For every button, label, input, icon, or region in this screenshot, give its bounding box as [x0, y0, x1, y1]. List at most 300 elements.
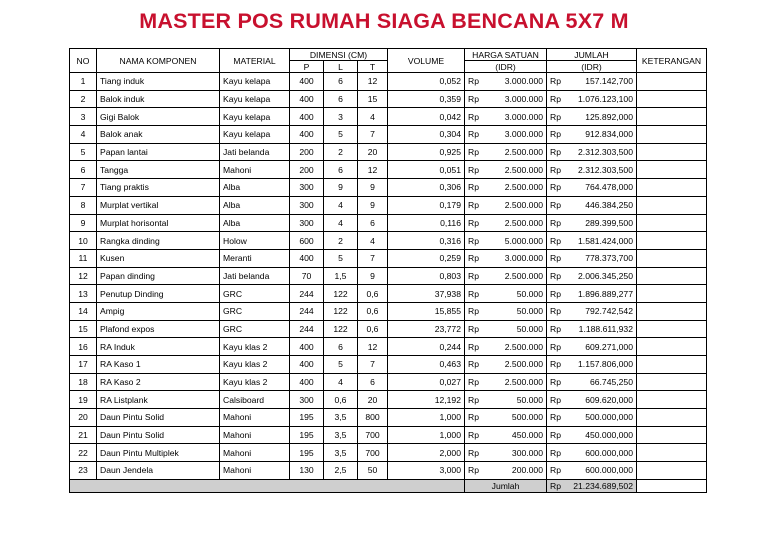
cell-p: 400 — [290, 73, 324, 91]
cell-p: 195 — [290, 426, 324, 444]
harga-value: 3.000.000 — [504, 94, 543, 105]
header-p: P — [290, 61, 324, 73]
cell-jumlah — [547, 73, 637, 91]
header-jumlah-unit: (IDR) — [547, 61, 637, 73]
total-currency: Rp — [550, 480, 561, 491]
cell-jumlah — [547, 462, 637, 480]
header-l: L — [324, 61, 358, 73]
cell-p: 200 — [290, 161, 324, 179]
jumlah-value: 446.384,250 — [585, 200, 633, 211]
cell-keterangan — [637, 356, 707, 374]
cell-volume: 0,116 — [388, 214, 465, 232]
cell-material: Kayu kelapa — [220, 126, 290, 144]
cell-jumlah — [547, 302, 637, 320]
cell-keterangan — [637, 179, 707, 197]
currency-label: Rp — [550, 341, 561, 352]
cell-material: Kayu kelapa — [220, 108, 290, 126]
cell-no: 11 — [70, 249, 97, 267]
currency-label: Rp — [550, 412, 561, 423]
cell-harga-satuan — [465, 426, 547, 444]
cell-nama-komponen: Tiang praktis — [97, 179, 220, 197]
cell-nama-komponen: Papan lantai — [97, 143, 220, 161]
cell-l: 2 — [324, 143, 358, 161]
jumlah-value: 289.399,500 — [585, 217, 633, 228]
cell-no: 13 — [70, 285, 97, 303]
currency-label: Rp — [468, 341, 479, 352]
header-nama-komponen: NAMA KOMPONEN — [97, 49, 220, 73]
cell-l: 5 — [324, 249, 358, 267]
harga-value: 2.500.000 — [504, 147, 543, 158]
table-row — [70, 179, 707, 197]
currency-label: Rp — [550, 164, 561, 175]
cell-nama-komponen: RA Induk — [97, 338, 220, 356]
cell-no: 18 — [70, 373, 97, 391]
cell-nama-komponen: Daun Jendela — [97, 462, 220, 480]
cell-p: 244 — [290, 285, 324, 303]
cell-t: 9 — [358, 179, 388, 197]
cell-t: 50 — [358, 462, 388, 480]
currency-label: Rp — [468, 147, 479, 158]
cell-keterangan — [637, 320, 707, 338]
cell-volume: 37,938 — [388, 285, 465, 303]
cell-p: 400 — [290, 356, 324, 374]
cell-l: 5 — [324, 126, 358, 144]
header-jumlah: JUMLAH — [547, 49, 637, 61]
cell-jumlah — [547, 444, 637, 462]
harga-value: 50.000 — [516, 394, 543, 405]
cost-table — [69, 48, 707, 493]
currency-label: Rp — [468, 306, 479, 317]
jumlah-value: 2.006.345,250 — [578, 270, 633, 281]
jumlah-value: 1.581.424,000 — [578, 235, 633, 246]
cell-material: Jati belanda — [220, 267, 290, 285]
cell-t: 4 — [358, 232, 388, 250]
currency-label: Rp — [550, 94, 561, 105]
cell-l: 4 — [324, 214, 358, 232]
cell-p: 400 — [290, 126, 324, 144]
cell-keterangan — [637, 444, 707, 462]
cell-material: Jati belanda — [220, 143, 290, 161]
cell-material: Alba — [220, 214, 290, 232]
cell-nama-komponen: Papan dinding — [97, 267, 220, 285]
cell-material: Mahoni — [220, 444, 290, 462]
cell-t: 20 — [358, 391, 388, 409]
cell-volume: 0,463 — [388, 356, 465, 374]
cell-material: GRC — [220, 302, 290, 320]
cell-volume: 2,000 — [388, 444, 465, 462]
table-row — [70, 285, 707, 303]
cell-nama-komponen: Daun Pintu Multiplek — [97, 444, 220, 462]
cell-nama-komponen: RA Kaso 2 — [97, 373, 220, 391]
cell-p: 195 — [290, 444, 324, 462]
cell-harga-satuan — [465, 409, 547, 427]
cell-jumlah — [547, 90, 637, 108]
jumlah-value: 125.892,000 — [585, 111, 633, 122]
harga-value: 50.000 — [516, 323, 543, 334]
cell-volume: 12,192 — [388, 391, 465, 409]
cell-jumlah — [547, 338, 637, 356]
cell-t: 6 — [358, 214, 388, 232]
currency-label: Rp — [468, 270, 479, 281]
cell-keterangan — [637, 302, 707, 320]
cell-harga-satuan — [465, 196, 547, 214]
cell-no: 4 — [70, 126, 97, 144]
cell-jumlah — [547, 143, 637, 161]
harga-value: 2.500.000 — [504, 200, 543, 211]
cell-harga-satuan — [465, 320, 547, 338]
cell-l: 1,5 — [324, 267, 358, 285]
currency-label: Rp — [550, 359, 561, 370]
table-row — [70, 409, 707, 427]
cell-t: 0,6 — [358, 302, 388, 320]
currency-label: Rp — [550, 377, 561, 388]
cell-t: 6 — [358, 373, 388, 391]
currency-label: Rp — [550, 235, 561, 246]
cell-no: 9 — [70, 214, 97, 232]
currency-label: Rp — [468, 253, 479, 264]
table-row — [70, 249, 707, 267]
cell-l: 4 — [324, 373, 358, 391]
cell-no: 1 — [70, 73, 97, 91]
currency-label: Rp — [550, 200, 561, 211]
cell-volume: 0,259 — [388, 249, 465, 267]
jumlah-value: 1.896.889,277 — [578, 288, 633, 299]
jumlah-value: 600.000,000 — [585, 447, 633, 458]
harga-value: 3.000.000 — [504, 111, 543, 122]
jumlah-value: 609.271,000 — [585, 341, 633, 352]
cell-harga-satuan — [465, 391, 547, 409]
cell-volume: 0,359 — [388, 90, 465, 108]
total-value: 21.234.689,502 — [573, 480, 633, 491]
currency-label: Rp — [550, 394, 561, 405]
currency-label: Rp — [550, 253, 561, 264]
table-row — [70, 444, 707, 462]
cell-material: Alba — [220, 179, 290, 197]
harga-value: 2.500.000 — [504, 182, 543, 193]
cell-t: 7 — [358, 249, 388, 267]
cell-keterangan — [637, 143, 707, 161]
currency-label: Rp — [550, 76, 561, 87]
currency-label: Rp — [468, 94, 479, 105]
cell-l: 5 — [324, 356, 358, 374]
cell-keterangan — [637, 214, 707, 232]
cell-l: 3,5 — [324, 444, 358, 462]
cell-volume: 0,051 — [388, 161, 465, 179]
total-row — [70, 479, 707, 492]
cell-no: 6 — [70, 161, 97, 179]
currency-label: Rp — [468, 447, 479, 458]
jumlah-value: 609.620,000 — [585, 394, 633, 405]
currency-label: Rp — [468, 200, 479, 211]
total-keterangan — [637, 479, 707, 492]
harga-value: 2.500.000 — [504, 164, 543, 175]
cell-nama-komponen: RA Listplank — [97, 391, 220, 409]
currency-label: Rp — [550, 447, 561, 458]
header-keterangan: KETERANGAN — [637, 49, 707, 73]
cell-p: 400 — [290, 108, 324, 126]
header-harga-unit: (IDR) — [465, 61, 547, 73]
cell-no: 8 — [70, 196, 97, 214]
cell-keterangan — [637, 73, 707, 91]
cell-jumlah — [547, 108, 637, 126]
header-t: T — [358, 61, 388, 73]
cell-volume: 3,000 — [388, 462, 465, 480]
harga-value: 3.000.000 — [504, 129, 543, 140]
harga-value: 2.500.000 — [504, 359, 543, 370]
cell-jumlah — [547, 214, 637, 232]
cell-l: 2,5 — [324, 462, 358, 480]
cell-harga-satuan — [465, 373, 547, 391]
total-value-cell — [547, 479, 637, 492]
cell-no: 23 — [70, 462, 97, 480]
currency-label: Rp — [550, 217, 561, 228]
cell-material: Alba — [220, 196, 290, 214]
table-row — [70, 126, 707, 144]
harga-value: 450.000 — [511, 430, 543, 441]
currency-label: Rp — [468, 76, 479, 87]
cell-l: 4 — [324, 196, 358, 214]
cell-keterangan — [637, 108, 707, 126]
header-harga-satuan: HARGA SATUAN — [465, 49, 547, 61]
cell-jumlah — [547, 426, 637, 444]
cell-volume: 0,052 — [388, 73, 465, 91]
harga-value: 200.000 — [511, 465, 543, 476]
cell-keterangan — [637, 161, 707, 179]
currency-label: Rp — [550, 288, 561, 299]
cell-material: Kayu klas 2 — [220, 356, 290, 374]
cell-p: 244 — [290, 302, 324, 320]
cell-jumlah — [547, 320, 637, 338]
cell-volume: 0,925 — [388, 143, 465, 161]
table-row — [70, 302, 707, 320]
cell-keterangan — [637, 249, 707, 267]
harga-value: 500.000 — [511, 412, 543, 423]
table-row — [70, 232, 707, 250]
currency-label: Rp — [468, 359, 479, 370]
cell-t: 7 — [358, 126, 388, 144]
currency-label: Rp — [550, 129, 561, 140]
cell-jumlah — [547, 285, 637, 303]
cell-keterangan — [637, 196, 707, 214]
currency-label: Rp — [468, 412, 479, 423]
cell-p: 400 — [290, 338, 324, 356]
cell-nama-komponen: RA Kaso 1 — [97, 356, 220, 374]
cell-no: 15 — [70, 320, 97, 338]
table-row — [70, 90, 707, 108]
cell-keterangan — [637, 90, 707, 108]
jumlah-value: 500.000,000 — [585, 412, 633, 423]
cell-harga-satuan — [465, 302, 547, 320]
cell-nama-komponen: Daun Pintu Solid — [97, 426, 220, 444]
table-row — [70, 356, 707, 374]
jumlah-value: 66.745,250 — [589, 377, 633, 388]
cell-jumlah — [547, 179, 637, 197]
cell-p: 300 — [290, 391, 324, 409]
cell-harga-satuan — [465, 214, 547, 232]
table-row — [70, 214, 707, 232]
cell-no: 12 — [70, 267, 97, 285]
cell-jumlah — [547, 161, 637, 179]
jumlah-value: 157.142,700 — [585, 76, 633, 87]
cell-nama-komponen: Balok anak — [97, 126, 220, 144]
cell-keterangan — [637, 267, 707, 285]
cell-p: 300 — [290, 196, 324, 214]
cell-harga-satuan — [465, 462, 547, 480]
cell-t: 4 — [358, 108, 388, 126]
currency-label: Rp — [468, 465, 479, 476]
table-row — [70, 196, 707, 214]
jumlah-value: 1.157.806,000 — [578, 359, 633, 370]
cell-t: 20 — [358, 143, 388, 161]
cell-harga-satuan — [465, 338, 547, 356]
cell-keterangan — [637, 126, 707, 144]
cell-volume: 0,316 — [388, 232, 465, 250]
currency-label: Rp — [550, 430, 561, 441]
table-row — [70, 373, 707, 391]
cell-l: 3,5 — [324, 409, 358, 427]
cell-harga-satuan — [465, 143, 547, 161]
cell-harga-satuan — [465, 356, 547, 374]
cell-l: 122 — [324, 320, 358, 338]
currency-label: Rp — [468, 323, 479, 334]
cell-material: Kayu klas 2 — [220, 338, 290, 356]
table-row — [70, 391, 707, 409]
table-row — [70, 161, 707, 179]
currency-label: Rp — [468, 288, 479, 299]
currency-label: Rp — [550, 306, 561, 317]
total-label: Jumlah — [465, 479, 547, 492]
cell-l: 6 — [324, 338, 358, 356]
cell-keterangan — [637, 338, 707, 356]
cell-keterangan — [637, 285, 707, 303]
cell-nama-komponen: Plafond expos — [97, 320, 220, 338]
cell-p: 300 — [290, 214, 324, 232]
cell-harga-satuan — [465, 179, 547, 197]
cell-material: Holow — [220, 232, 290, 250]
cell-material: GRC — [220, 285, 290, 303]
cell-nama-komponen: Kusen — [97, 249, 220, 267]
currency-label: Rp — [468, 394, 479, 405]
cell-volume: 0,179 — [388, 196, 465, 214]
cell-l: 3 — [324, 108, 358, 126]
harga-value: 2.500.000 — [504, 341, 543, 352]
cell-nama-komponen: Rangka dinding — [97, 232, 220, 250]
table-row — [70, 426, 707, 444]
cell-nama-komponen: Balok induk — [97, 90, 220, 108]
currency-label: Rp — [468, 111, 479, 122]
cell-jumlah — [547, 196, 637, 214]
cell-no: 14 — [70, 302, 97, 320]
cell-l: 122 — [324, 285, 358, 303]
cell-jumlah — [547, 391, 637, 409]
cell-keterangan — [637, 232, 707, 250]
cell-harga-satuan — [465, 232, 547, 250]
cell-t: 700 — [358, 444, 388, 462]
cell-t: 9 — [358, 267, 388, 285]
cell-volume: 0,803 — [388, 267, 465, 285]
cell-jumlah — [547, 409, 637, 427]
cell-p: 400 — [290, 90, 324, 108]
cell-no: 3 — [70, 108, 97, 126]
jumlah-value: 2.312.303,500 — [578, 164, 633, 175]
table-row — [70, 143, 707, 161]
currency-label: Rp — [550, 323, 561, 334]
harga-value: 3.000.000 — [504, 76, 543, 87]
currency-label: Rp — [468, 235, 479, 246]
harga-value: 2.500.000 — [504, 377, 543, 388]
cell-p: 244 — [290, 320, 324, 338]
table-row — [70, 462, 707, 480]
cell-material: Mahoni — [220, 426, 290, 444]
cell-material: Calsiboard — [220, 391, 290, 409]
harga-value: 5.000.000 — [504, 235, 543, 246]
cell-p: 195 — [290, 409, 324, 427]
cell-nama-komponen: Ampig — [97, 302, 220, 320]
cell-no: 22 — [70, 444, 97, 462]
cell-p: 600 — [290, 232, 324, 250]
cell-l: 3,5 — [324, 426, 358, 444]
cell-p: 200 — [290, 143, 324, 161]
currency-label: Rp — [468, 182, 479, 193]
currency-label: Rp — [550, 111, 561, 122]
jumlah-value: 600.000,000 — [585, 465, 633, 476]
cell-harga-satuan — [465, 161, 547, 179]
jumlah-value: 912.834,000 — [585, 129, 633, 140]
cell-harga-satuan — [465, 267, 547, 285]
cell-no: 5 — [70, 143, 97, 161]
cell-t: 15 — [358, 90, 388, 108]
cell-material: Meranti — [220, 249, 290, 267]
header-volume: VOLUME — [388, 49, 465, 73]
currency-label: Rp — [468, 129, 479, 140]
cell-t: 7 — [358, 356, 388, 374]
cell-l: 0,6 — [324, 391, 358, 409]
cell-volume: 0,027 — [388, 373, 465, 391]
cell-material: Kayu kelapa — [220, 73, 290, 91]
cell-volume: 0,244 — [388, 338, 465, 356]
cell-no: 16 — [70, 338, 97, 356]
total-blank — [70, 479, 465, 492]
cell-no: 21 — [70, 426, 97, 444]
harga-value: 2.500.000 — [504, 217, 543, 228]
cell-p: 130 — [290, 462, 324, 480]
currency-label: Rp — [468, 377, 479, 388]
harga-value: 50.000 — [516, 306, 543, 317]
table-row — [70, 73, 707, 91]
cell-t: 9 — [358, 196, 388, 214]
harga-value: 2.500.000 — [504, 270, 543, 281]
cell-volume: 0,306 — [388, 179, 465, 197]
cell-harga-satuan — [465, 126, 547, 144]
jumlah-value: 778.373,700 — [585, 253, 633, 264]
cell-p: 400 — [290, 249, 324, 267]
jumlah-value: 764.478,000 — [585, 182, 633, 193]
table-row — [70, 267, 707, 285]
cell-no: 17 — [70, 356, 97, 374]
currency-label: Rp — [468, 164, 479, 175]
cell-keterangan — [637, 373, 707, 391]
cell-volume: 0,042 — [388, 108, 465, 126]
cell-volume: 0,304 — [388, 126, 465, 144]
cell-t: 700 — [358, 426, 388, 444]
cell-p: 70 — [290, 267, 324, 285]
cell-harga-satuan — [465, 444, 547, 462]
cell-no: 10 — [70, 232, 97, 250]
jumlah-value: 1.076.123,100 — [578, 94, 633, 105]
currency-label: Rp — [550, 147, 561, 158]
cell-p: 300 — [290, 179, 324, 197]
jumlah-value: 2.312.303,500 — [578, 147, 633, 158]
